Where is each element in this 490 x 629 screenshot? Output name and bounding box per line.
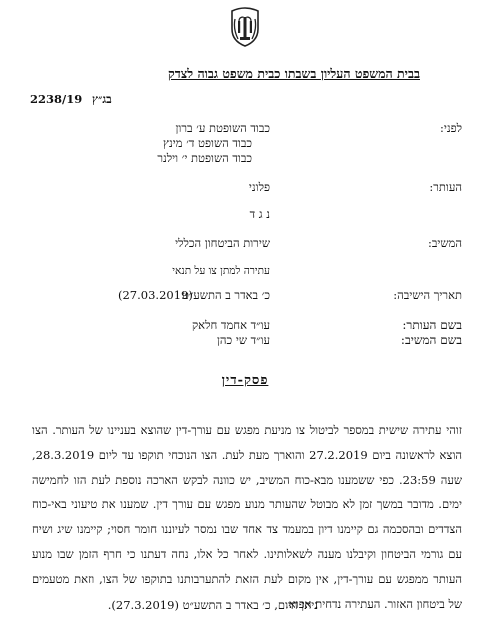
respondent-name: שירות הביטחון הכללי (175, 236, 270, 250)
hearing-date-label: תאריך הישיבה: (393, 288, 462, 302)
petitioner-counsel: עו״ד אחמד חלאק (192, 318, 270, 332)
court-title: בבית המשפט העליון בשבתו כבית משפט גבוה לצדק (168, 66, 420, 81)
respondent-counsel: עו״ד שי כהן (217, 333, 270, 347)
given-date: ניתן היום, כ׳ באדר ב התשע״ט (27.3.2019). (107, 598, 318, 612)
ruling-body: זוהי עתירה שישית במספר לביטול צו מניעת מפגש עם עורך-דין שהוצא בעניינו של העותר. הצו הוצא לראשונה ביום 27.2.2019 והוארך מעת לעת. הצו הנוכחי תוקפו עד ליום 28.3.2019, שעה 23:59. כפי ששמענו מבא-כוח המשיב, יש כוונה לבקש הארכה נוספת לעת הזו לחמישה ימים. מדובר במשך זמן לא מבוטל שהעותר מנוע מפגש עם עורך דין. שמענו את טיעוני באי-כוח הצדדים ובהסכמה גם קיימנו דיון במעמד צד אחד שבו נמסר לעיוננו חומר חסוי; קיימנו שיג ושיח עם גורמי הביטחון וקיבלנו מענה לשאלותינו. לאחר כל אלו, נחה דעתנו כי חרף הזמן שבו מנוע העותר ממפגש עם עורך-דין, אין מקום לעת הזאת להתערבותנו בתוקפו של הצו, וזאת מטעמים של ביטחון האזור. העתירה נדחית אפוא. (32, 423, 462, 611)
judges-list (70, 121, 270, 166)
versus: נ ג ד (249, 207, 270, 221)
case-type: בג״ץ (92, 92, 112, 106)
ruling-title: פסק-דין (221, 373, 269, 388)
judge-name: כבוד השופט ד׳ מינץ (162, 136, 252, 150)
petitioner-name: פלוני (248, 180, 270, 194)
respondent-label: המשיב: (427, 236, 462, 250)
hearing-date-hebrew: כ׳ באדר ב התשע״ט (181, 288, 270, 302)
hearing-date-gregorian: (27.03.2019) (118, 288, 193, 302)
respondent-counsel-label: בשם המשיב: (400, 333, 462, 347)
petitioner-counsel-label: בשם העותר: (402, 318, 462, 332)
judge-name: כבוד השופטת ע׳ ברון (175, 121, 270, 135)
case-number: 2238/19 (30, 92, 83, 106)
before-label: לפני: (439, 121, 462, 135)
proceeding-type: עתירה למתן צו על תנאי (172, 265, 270, 277)
petitioner-label: העותר: (429, 180, 462, 194)
state-emblem-icon (228, 7, 262, 47)
judge-name: כבוד השופטת י׳ וילנר (157, 151, 252, 165)
